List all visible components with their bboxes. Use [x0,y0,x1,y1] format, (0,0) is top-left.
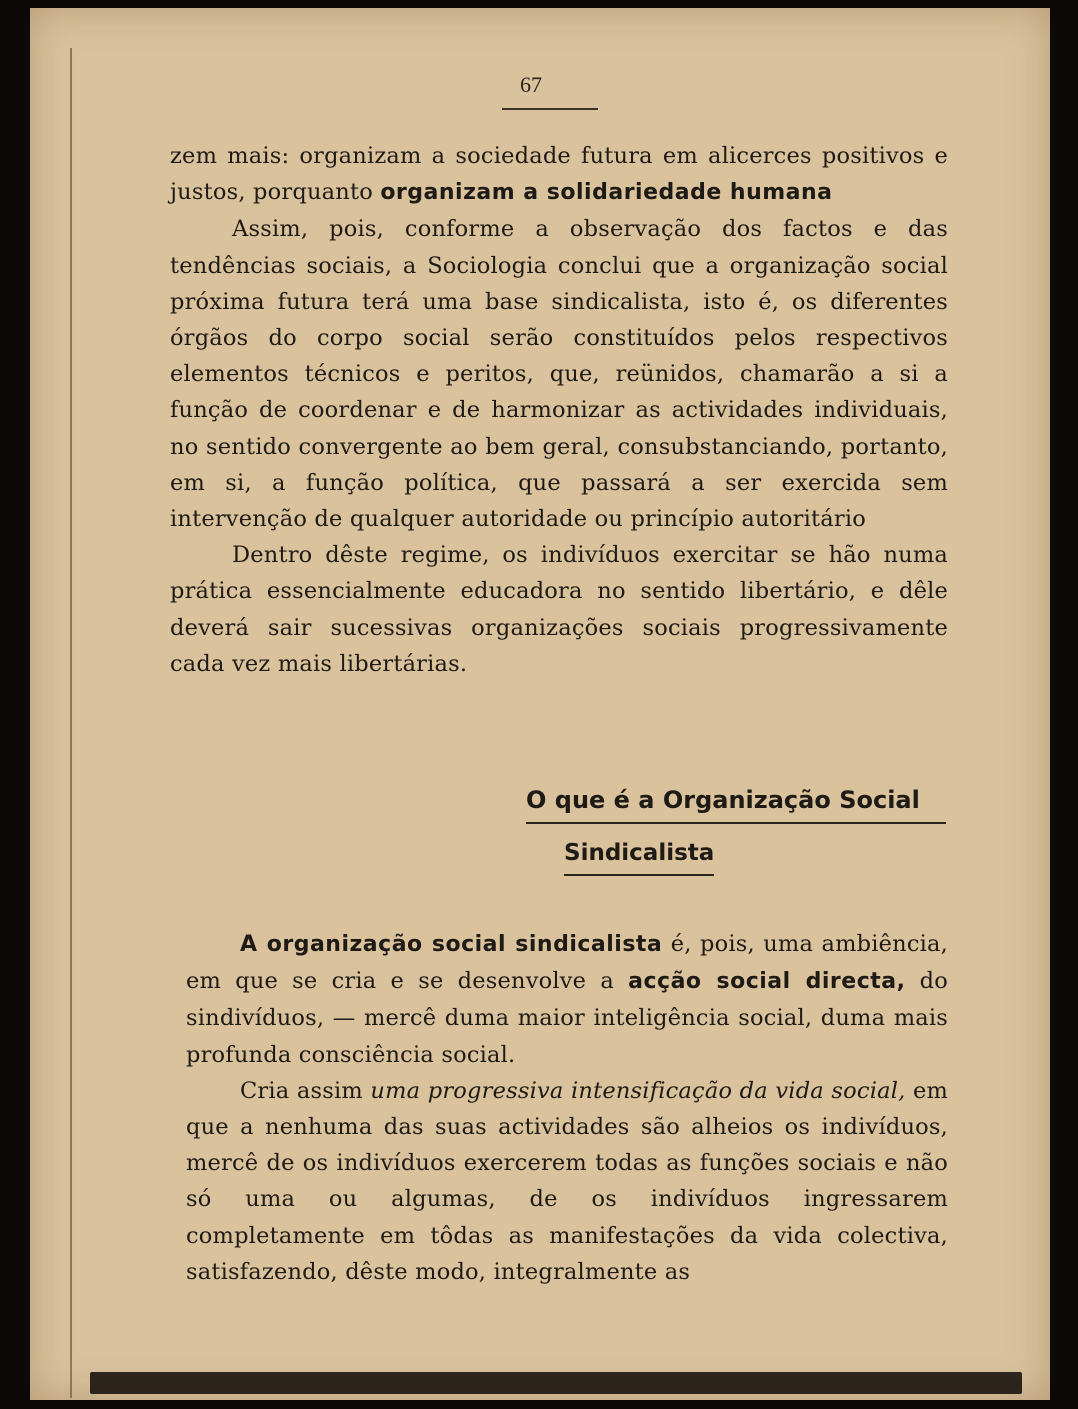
section2-p1-text-b: do sindivíduos, — mercê duma maior inteligência social, duma mais profunda consciência social. [186,968,948,1068]
section2-p1-bold-b: acção social directa, [628,969,906,995]
section-heading-line2: Sindicalista [564,840,715,866]
section1-paragraph-3: Dentro dêste regime, os indivíduos exercitar se hão numa prática essencialmente educadora no sentido libertário, e dêle deverá sair sucessivas organizações sociais progressivamente cada vez mais libertárias. [170,542,948,677]
section2-paragraph-2 [186,1073,948,1290]
section1-paragraph-2: Assim, pois, conforme a observação dos factos e das tendências sociais, a Sociologia conclui que a organização social próxima futura terá uma base sindicalista, isto é, os diferentes órgãos do corpo social serão constituídos pelos respectivos elementos técnicos e peritos, que, reünidos, chamarão a si a função de coordenar e de harmonizar as actividades individuais, no sentido convergente ao bem geral, consubstanciando, portanto, em si, a função política, que passará a ser exercida sem intervenção de qualquer autoridade ou princípio autoritário [170,216,948,533]
page-number-rule [502,108,598,110]
left-margin-line [70,48,72,1398]
section2-p2-text-a: Cria assim [240,1077,371,1104]
section1-paragraph-1 [170,138,948,211]
section2-p2-italic: uma progressiva intensificação da vida social, [370,1077,906,1104]
section2-paragraph-1 [186,926,948,1073]
section1-p1-text: zem mais: organizam a sociedade futura em alicerces positivos e justos, porquanto [170,143,948,206]
page-number: 67 [520,72,542,97]
page-bottom-edge [90,1372,1022,1394]
section2-p1-text-a: é, pois, uma ambiência, em que se cria e se desenvolve a [186,931,948,995]
section-heading-line1: O que é a Organização Social [526,786,920,814]
section1-p1-bold: organizam a solidariedade humana [380,180,833,206]
section-heading-rule-2 [564,874,714,876]
section2-p1-bold-a: A organização social sindicalista [240,932,663,957]
section1-text [170,138,948,682]
section2-text [186,926,948,1290]
section2-p2-text-b: em que a nenhuma das suas actividades são alheios os indivíduos, mercê de os indivíduos exercerem todas as funções sociais e não só uma ou algumas, de os indivíduos ingressarem completamente em tôdas as manifestações da vida colectiva, satisfazendo, dêste modo, integralmente as [186,1077,949,1285]
section-heading-rule-1 [526,822,946,824]
